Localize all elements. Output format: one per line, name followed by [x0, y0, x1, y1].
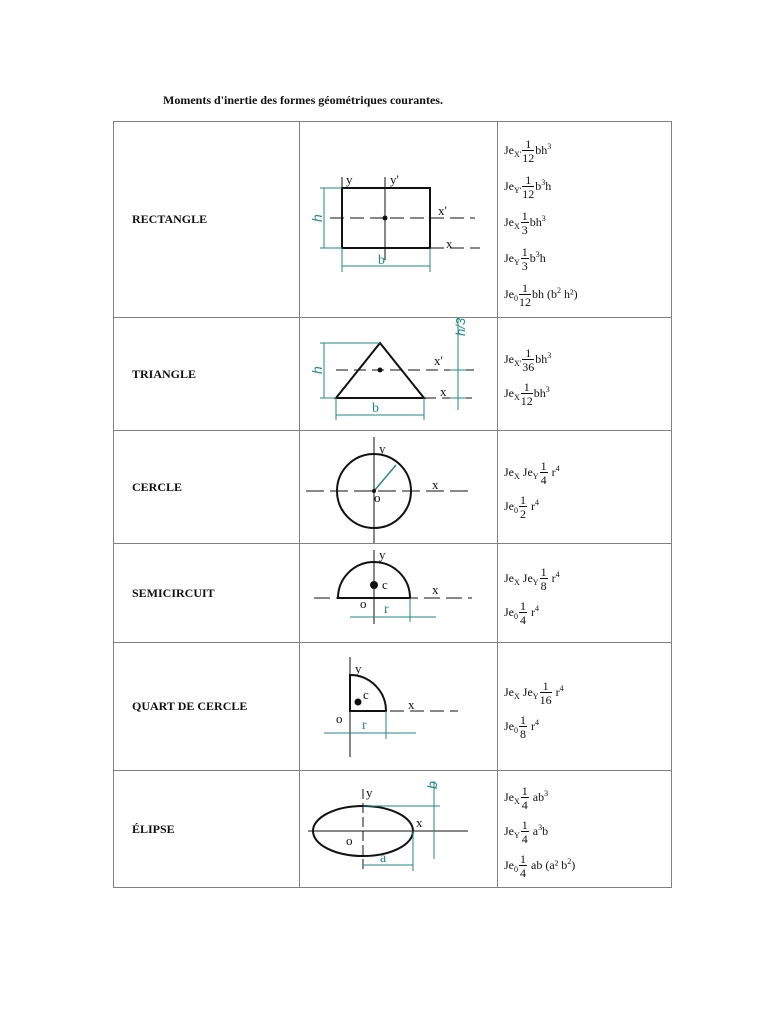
formula-mid: Je	[519, 570, 533, 585]
label-o: o	[374, 490, 381, 505]
formula-superscript: 4	[559, 683, 564, 693]
fraction-denominator: 12	[522, 150, 535, 165]
formula-line	[498, 494, 671, 520]
fraction	[522, 347, 534, 373]
formula-list	[498, 460, 671, 520]
label-y: y	[379, 441, 386, 456]
label-x-prime: x'	[438, 203, 447, 218]
formula-subscript-2: Y	[532, 691, 539, 701]
shape-name: SEMICIRCUIT	[132, 585, 215, 600]
formula-cell	[498, 544, 672, 643]
fraction-denominator: 16	[539, 692, 552, 707]
formula-superscript: 4	[555, 463, 560, 473]
formula-lead: Je	[504, 250, 514, 265]
circle-figure-cell	[300, 431, 498, 544]
formula-tail: ab (a² b	[528, 857, 568, 872]
fraction-numerator: 1	[522, 174, 534, 187]
formula-subscript: 0	[514, 505, 518, 515]
ellipse-diagram	[300, 771, 497, 887]
fraction	[540, 460, 548, 486]
table-row	[114, 318, 672, 431]
label-x: x	[408, 697, 415, 712]
fraction-denominator: 4	[520, 866, 526, 880]
quarter-circle-diagram	[300, 643, 497, 770]
label-x: x	[446, 236, 453, 251]
fraction-numerator: 1	[520, 852, 526, 866]
formula-subscript: X	[514, 577, 520, 587]
fraction-numerator: 1	[521, 818, 528, 832]
fraction-numerator: 1	[521, 381, 533, 394]
formula-lead: Je	[504, 142, 514, 157]
fraction-numerator: 1	[520, 599, 526, 613]
formula-subscript: X	[514, 796, 520, 806]
fraction-denominator: 12	[519, 294, 531, 309]
formula-subscript: 0	[514, 293, 518, 303]
shape-name: TRIANGLE	[132, 366, 197, 381]
fraction-numerator: 1	[520, 712, 526, 727]
label-a: a	[380, 851, 387, 866]
label-b: b	[424, 781, 440, 789]
formula-lead: Je	[504, 464, 514, 479]
formula-lead: Je	[504, 498, 514, 513]
shapes-table	[113, 121, 672, 888]
formula-line	[498, 600, 671, 626]
fraction-denominator: 4	[520, 613, 526, 627]
formula-list	[498, 785, 671, 879]
formula-subscript: 0	[514, 725, 518, 735]
fraction-denominator: 4	[540, 473, 547, 487]
fraction	[522, 138, 534, 164]
triangle-diagram	[300, 318, 497, 430]
formula-lead: Je	[504, 789, 514, 804]
formula-subscript: Y	[514, 257, 520, 267]
fraction-denominator: 36	[522, 360, 535, 374]
label-y: y	[355, 661, 362, 676]
table-row	[114, 643, 672, 771]
formula-tail: r	[528, 498, 535, 513]
formula-tail: ab	[529, 789, 545, 804]
table-row	[114, 771, 672, 888]
formula-tail: b	[529, 250, 536, 265]
shape-name: RECTANGLE	[132, 212, 208, 226]
formula-cell	[498, 318, 672, 431]
formula-line	[498, 381, 671, 407]
label-y: y	[366, 785, 373, 800]
formula-subscript: X	[514, 471, 520, 481]
formula-subscript-2: Y	[532, 577, 539, 587]
label-x: x	[432, 477, 439, 492]
fraction-numerator: 1	[522, 138, 534, 151]
formula-mid: Je	[519, 684, 533, 699]
shape-name-cell	[114, 318, 300, 431]
formula-superscript: 3	[535, 249, 540, 259]
fraction-numerator: 1	[540, 680, 552, 693]
formula-lead: Je	[504, 570, 514, 585]
centroid-point	[378, 368, 383, 373]
formula-superscript: 3	[547, 141, 552, 151]
label-h3: h/3	[453, 318, 468, 336]
formula-list	[498, 138, 671, 308]
fraction-numerator: 1	[540, 459, 547, 473]
shape-name: ÉLIPSE	[132, 821, 175, 836]
formula-subscript: Y'	[514, 185, 522, 195]
centroid-point	[370, 581, 378, 589]
formula-line	[498, 210, 671, 236]
formula-tail: r	[552, 684, 560, 699]
formula-line	[498, 714, 671, 740]
fraction-denominator: 12	[522, 186, 535, 201]
shape-name-cell	[114, 122, 300, 318]
formula-lead: Je	[504, 214, 514, 229]
label-c: c	[382, 577, 388, 592]
formula-subscript: X	[514, 221, 520, 231]
formula-superscript: 3	[547, 350, 552, 360]
formula-subscript: X	[514, 691, 520, 701]
label-x: x	[416, 815, 423, 830]
formula-tail-2: h²)	[561, 286, 578, 301]
formula-tail-2: h	[539, 250, 546, 265]
formula-mid: Je	[519, 464, 533, 479]
formula-lead: Je	[504, 718, 514, 733]
ellipse-figure-cell	[300, 771, 498, 888]
circle-diagram	[300, 431, 497, 543]
shape-name-cell	[114, 544, 300, 643]
formula-superscript: 3	[544, 788, 549, 798]
fraction	[521, 785, 529, 811]
shape-name-cell	[114, 643, 300, 771]
fraction-denominator: 4	[521, 832, 528, 846]
formula-superscript: 2	[567, 856, 572, 866]
fraction-numerator: 1	[521, 784, 528, 798]
semicircle-diagram	[300, 544, 497, 642]
centroid-point	[355, 699, 362, 706]
fraction	[519, 714, 527, 740]
formula-line	[498, 785, 671, 811]
formula-lead: Je	[504, 684, 514, 699]
formula-superscript: 3	[545, 384, 550, 394]
shape-name-cell	[114, 771, 300, 888]
formula-superscript: 4	[535, 717, 539, 727]
formula-subscript: 0	[514, 611, 518, 621]
formula-line	[498, 282, 671, 308]
label-x: x	[432, 582, 439, 597]
label-c: c	[363, 687, 369, 702]
fraction	[521, 246, 529, 272]
label-o: o	[346, 833, 353, 848]
formula-line	[498, 347, 671, 373]
page-title: Moments d'inertie des formes géométriques courantes.	[163, 93, 443, 107]
formula-lead: Je	[504, 286, 514, 301]
formula-lead: Je	[504, 604, 514, 619]
semicircle-figure-cell	[300, 544, 498, 643]
table-row	[114, 544, 672, 643]
centroid-point	[383, 216, 388, 221]
fraction	[540, 680, 552, 706]
fraction-denominator: 3	[521, 222, 528, 237]
fraction	[521, 819, 529, 845]
formula-superscript: 3	[541, 213, 546, 223]
formula-tail: b	[535, 178, 542, 193]
fraction-numerator: 1	[540, 565, 547, 579]
fraction	[519, 853, 527, 879]
fraction-numerator: 1	[521, 208, 528, 223]
formula-tail: bh	[529, 214, 542, 229]
radius-line	[374, 465, 396, 491]
formula-list	[498, 347, 671, 407]
fraction-denominator: 8	[540, 579, 547, 593]
rectangle-figure-cell	[300, 122, 498, 318]
formula-line	[498, 460, 671, 486]
triangle-figure-cell	[300, 318, 498, 431]
formula-lead: Je	[504, 351, 514, 366]
fraction	[519, 494, 527, 520]
table-row	[114, 431, 672, 544]
formula-line	[498, 680, 671, 706]
label-o: o	[336, 711, 343, 726]
formula-subscript-2: Y	[532, 471, 539, 481]
formula-list	[498, 680, 671, 740]
label-y-prime: y'	[390, 172, 399, 187]
shape-name: CERCLE	[132, 479, 183, 494]
formula-tail: bh (b	[532, 286, 557, 301]
fraction-numerator: 1	[519, 282, 531, 295]
label-b: b	[378, 253, 385, 268]
fraction-numerator: 1	[520, 493, 526, 507]
formula-lead: Je	[504, 823, 514, 838]
label-b: b	[372, 401, 379, 416]
fraction-denominator: 8	[520, 726, 526, 741]
formula-subscript: X'	[514, 149, 522, 159]
rectangle-diagram	[300, 122, 497, 317]
formula-subscript: 0	[514, 864, 518, 874]
formula-list	[498, 566, 671, 626]
shape-name: QUART DE CERCLE	[132, 699, 248, 713]
formula-superscript: 4	[535, 603, 539, 613]
formula-tail-2: )	[571, 857, 576, 872]
label-h: h	[309, 366, 325, 374]
formula-line	[498, 138, 671, 164]
formula-cell	[498, 122, 672, 318]
label-r: r	[384, 602, 389, 617]
formula-cell	[498, 643, 672, 771]
formula-superscript: 4	[535, 497, 539, 507]
formula-tail-2: h	[545, 178, 552, 193]
formula-tail: bh	[535, 351, 548, 366]
formula-superscript: 2	[557, 285, 561, 295]
formula-tail: bh	[533, 385, 546, 400]
formula-subscript: X	[514, 392, 520, 402]
fraction-denominator: 4	[521, 798, 528, 812]
formula-tail: r	[528, 604, 535, 619]
formula-lead: Je	[504, 178, 514, 193]
formula-line	[498, 819, 671, 845]
fraction	[522, 174, 534, 200]
label-y: y	[346, 172, 353, 187]
label-r: r	[362, 718, 367, 733]
formula-line	[498, 853, 671, 879]
formula-line	[498, 246, 671, 272]
fraction-numerator: 1	[522, 347, 534, 360]
formula-superscript: 3	[538, 822, 543, 832]
formula-line	[498, 566, 671, 592]
formula-superscript: 4	[555, 569, 560, 579]
fraction	[540, 566, 548, 592]
label-x-prime: x'	[434, 353, 443, 368]
formula-tail: r	[528, 718, 535, 733]
label-x: x	[440, 384, 447, 399]
formula-line	[498, 174, 671, 200]
fraction-numerator: 1	[521, 244, 528, 259]
formula-tail: bh	[535, 142, 548, 157]
fraction	[519, 282, 531, 308]
formula-superscript: 3	[541, 177, 546, 187]
label-y: y	[379, 547, 386, 562]
formula-tail: a	[529, 823, 539, 838]
fraction	[521, 381, 533, 407]
fraction	[519, 600, 527, 626]
shape-name-cell	[114, 431, 300, 544]
fraction-denominator: 3	[521, 258, 528, 273]
formula-lead: Je	[504, 857, 514, 872]
formula-subscript: X'	[514, 358, 522, 368]
formula-tail: r	[548, 570, 556, 585]
formula-tail: r	[548, 464, 556, 479]
formula-subscript: Y	[514, 830, 520, 840]
table-row	[114, 122, 672, 318]
fraction-denominator: 12	[520, 394, 533, 408]
label-h: h	[309, 214, 325, 222]
fraction	[521, 210, 529, 236]
formula-tail-2: b	[542, 823, 549, 838]
quarter-circle-figure-cell	[300, 643, 498, 771]
formula-lead: Je	[504, 385, 514, 400]
label-o: o	[360, 596, 367, 611]
formula-cell	[498, 771, 672, 888]
formula-cell	[498, 431, 672, 544]
fraction-denominator: 2	[520, 507, 526, 521]
